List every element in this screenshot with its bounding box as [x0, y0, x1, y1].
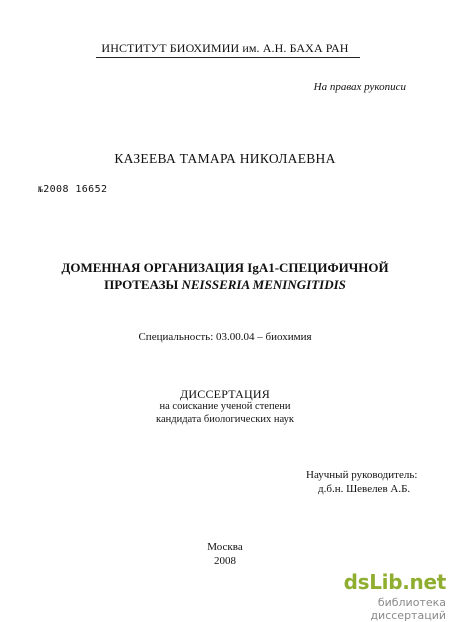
stamp-prefix: №: [38, 185, 44, 194]
speciality: Специальность: 03.00.04 – биохимия: [138, 331, 312, 343]
degree-line-1: на соискание ученой степени: [159, 401, 291, 412]
watermark[interactable]: [306, 570, 446, 622]
title-line-2: [0, 277, 450, 293]
stamp-number: 2008 16652: [43, 184, 108, 195]
header-rule: [96, 57, 360, 58]
manuscript-rights-note: На правах рукописи: [313, 81, 406, 93]
institute-name: ИНСТИТУТ БИОХИМИИ им. А.Н. БАХА РАН: [101, 41, 349, 55]
title-line-1: ДОМЕННАЯ ОРГАНИЗАЦИЯ IgA1-СПЕЦИФИЧНОЙ: [61, 260, 389, 275]
year: 2008: [214, 555, 236, 567]
supervisor-name: д.б.н. Шевелев А.Б.: [318, 483, 411, 495]
watermark-brand: dsLib.net: [343, 570, 446, 594]
supervisor-label: Научный руководитель:: [306, 469, 418, 481]
author-name: КАЗЕЕВА ТАМАРА НИКОЛАЕВНА: [114, 151, 336, 166]
dissertation-label: ДИССЕРТАЦИЯ: [180, 387, 270, 401]
title-organism: NEISSERIA MENINGITIDIS: [181, 277, 346, 292]
city: Москва: [207, 541, 243, 553]
archive-stamp: [38, 184, 107, 195]
degree-line-2: кандидата биологических наук: [156, 414, 294, 425]
watermark-subtitle: библиотека диссертаций: [370, 596, 446, 622]
title-line-2-plain: ПРОТЕАЗЫ: [104, 277, 182, 292]
